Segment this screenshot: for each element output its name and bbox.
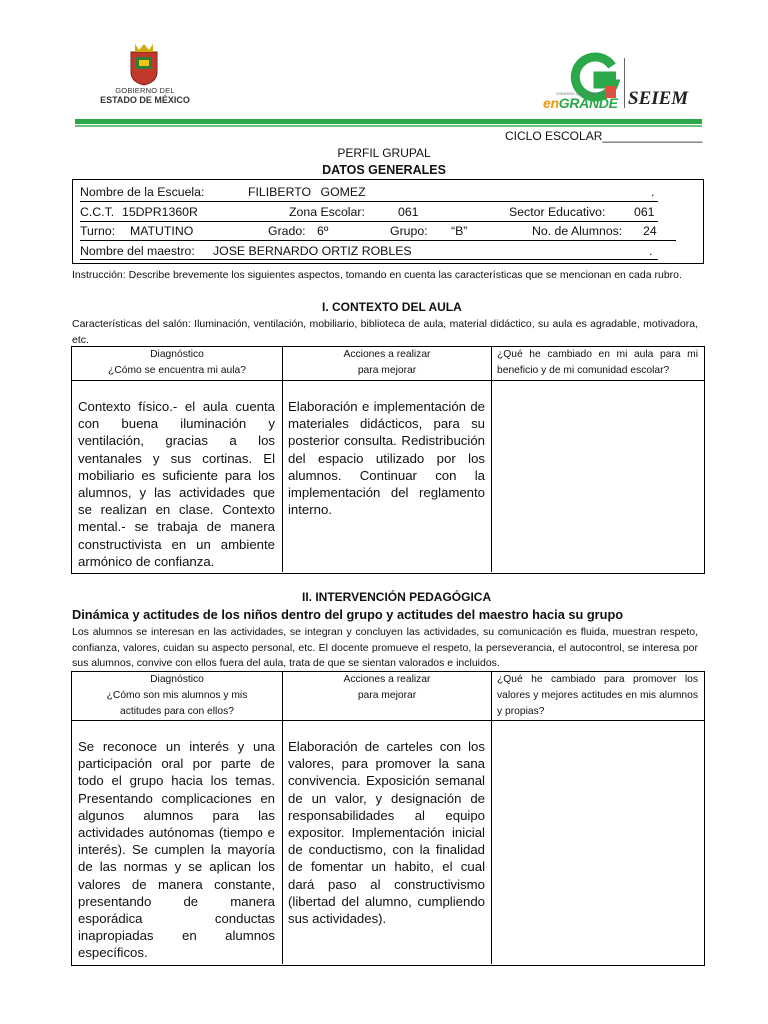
s1-col2-h2: para mejorar	[357, 365, 417, 376]
s2-col1-h3: actitudes para con ellos?	[120, 706, 234, 717]
doc-subtitle: DATOS GENERALES	[322, 163, 446, 177]
s1-col2-body: Elaboración e implementación de materiales didácticos, para su posterior consulta. Redistribución del espacio utilizado por los alumnos. Continuar con la implementación del reglamento interno.	[288, 399, 485, 518]
section1-desc: Características del salón: Iluminación, ventilación, mobiliario, biblioteca de aula, material didáctico, su aula es agradable, motivadora, etc.	[72, 318, 698, 346]
cct-label: C.C.T.	[80, 205, 115, 219]
s2-col2-body: Elaboración de carteles con los valores, para promover la sana convivencia. Exposición semanal de un valor, y designación de responsabilidades al equipo expositor. Implementación inicial de conductismo, con la finalidad de fomentar un habito, el cual dará paso al constructivismo (libertad del alumno, cumpliendo sus actividades).	[288, 739, 485, 927]
underline-1	[80, 201, 658, 202]
s2-col2-h2: para mejorar	[357, 690, 417, 701]
grado-value: 6º	[317, 224, 329, 238]
s2-col1-h1: Diagnóstico	[150, 674, 204, 685]
alumnos-label: No. de Alumnos:	[532, 224, 623, 238]
zona-label: Zona Escolar:	[289, 205, 365, 219]
header-stripe-light	[75, 125, 702, 127]
section2-col-divider-1	[282, 671, 283, 964]
engrande-en: en	[543, 95, 559, 111]
section2-subtitle: Dinámica y actitudes de los niños dentro del grupo y actitudes del maestro hacia su grupo	[72, 607, 624, 622]
s2-col3-h: ¿Qué he cambiado para promover los valores y mejores actitudes en mis alumnos y propias?	[497, 674, 698, 717]
estado-mexico-seal-icon	[127, 42, 161, 86]
section2-header-divider	[71, 720, 704, 721]
zona-value: 061	[398, 205, 419, 219]
seiem-logo: SEIEM	[628, 88, 689, 109]
engrande-grande: GRANDE	[558, 95, 618, 111]
s2-col1-h2: ¿Cómo son mis alumnos y mis	[106, 690, 248, 701]
sector-label: Sector Educativo:	[509, 205, 606, 219]
section1-header-divider	[71, 380, 704, 381]
escuela-label: Nombre de la Escuela:	[80, 185, 205, 199]
s2-col2-h1: Acciones a realizar	[343, 674, 431, 685]
s1-col2-h1: Acciones a realizar	[343, 349, 431, 360]
grado-label: Grado:	[268, 224, 306, 238]
underline-2	[80, 221, 658, 222]
section1-title: I. CONTEXTO DEL AULA	[322, 300, 462, 314]
section2-desc: Los alumnos se interesan en las actividades, se integran y concluyen las actividades, su comunicación es fluida, muestran respeto, confianza, valores, cuidan su aspecto personal, etc. El docente promueve el respeto, la perseverancia, el autocontrol, se interesa por sus alumnos, convive con ellos fuera del aula, trata de que se sientan valorados e incluidos.	[72, 626, 698, 669]
section1-col-divider-1	[282, 346, 283, 572]
gov-line1: GOBIERNO DEL	[115, 86, 175, 95]
escuela-end: .	[651, 185, 655, 199]
turno-value: MATUTINO	[130, 224, 194, 238]
section2-col-divider-2	[491, 671, 492, 964]
maestro-value: JOSE BERNARDO ORTIZ ROBLES	[213, 244, 412, 258]
doc-title: PERFIL GRUPAL	[337, 146, 431, 160]
cct-value: 15DPR1360R	[122, 205, 198, 219]
instruction-text: Instrucción: Describe brevemente los siguientes aspectos, tomando en cuenta las características que se mencionan en cada rubro.	[72, 269, 682, 281]
logo-divider	[624, 58, 625, 108]
s1-col1-h1: Diagnóstico	[150, 349, 204, 360]
ciclo-escolar: CICLO ESCOLAR_______________	[505, 129, 703, 143]
section1-col-divider-2	[491, 346, 492, 572]
sector-value: 061	[634, 205, 655, 219]
turno-label: Turno:	[80, 224, 116, 238]
section2-title: II. INTERVENCIÓN PEDAGÓGICA	[302, 590, 492, 604]
s1-col1-body: Contexto físico.- el aula cuenta con buena iluminación y ventilación, gracias a los ventanales y sus cortinas. El mobiliario es suficiente para los alumnos, y las actividades que se realizan en clase. Contexto mental.- se trabaja de manera constructivista en un ambiente armónico de confianza.	[78, 399, 275, 569]
underline-4	[80, 259, 658, 260]
engrande-logo-text	[543, 95, 618, 111]
engrande-subtitle: GOBIERNO QUE TRABAJA Y LOGRA	[555, 92, 617, 96]
s2-col1-body: Se reconoce un interés y una participación oral por parte de todo el grupo hacia los temas. Presentando complicaciones en algunos alumnos para las actividades autónomas (tiempo e interés). Se cumplen la mayoría de las normas y se aplican los valores de manera constante, presentando de manera esporádica conductas inapropiadas en alumnos específicos.	[78, 739, 275, 961]
underline-3	[80, 240, 676, 241]
header-stripe	[75, 119, 702, 124]
gov-line2: ESTADO DE MÉXICO	[100, 95, 190, 105]
s1-col1-h2: ¿Cómo se encuentra mi aula?	[108, 365, 246, 376]
grupo-label: Grupo:	[390, 224, 428, 238]
s1-col3-h: ¿Qué he cambiado en mi aula para mi beneficio y de mi comunidad escolar?	[497, 349, 698, 376]
maestro-end: .	[649, 244, 653, 258]
alumnos-value: 24	[643, 224, 657, 238]
maestro-label: Nombre del maestro:	[80, 244, 195, 258]
grupo-value: “B”	[451, 224, 468, 238]
escuela-value: FILIBERTO GOMEZ	[248, 185, 366, 199]
